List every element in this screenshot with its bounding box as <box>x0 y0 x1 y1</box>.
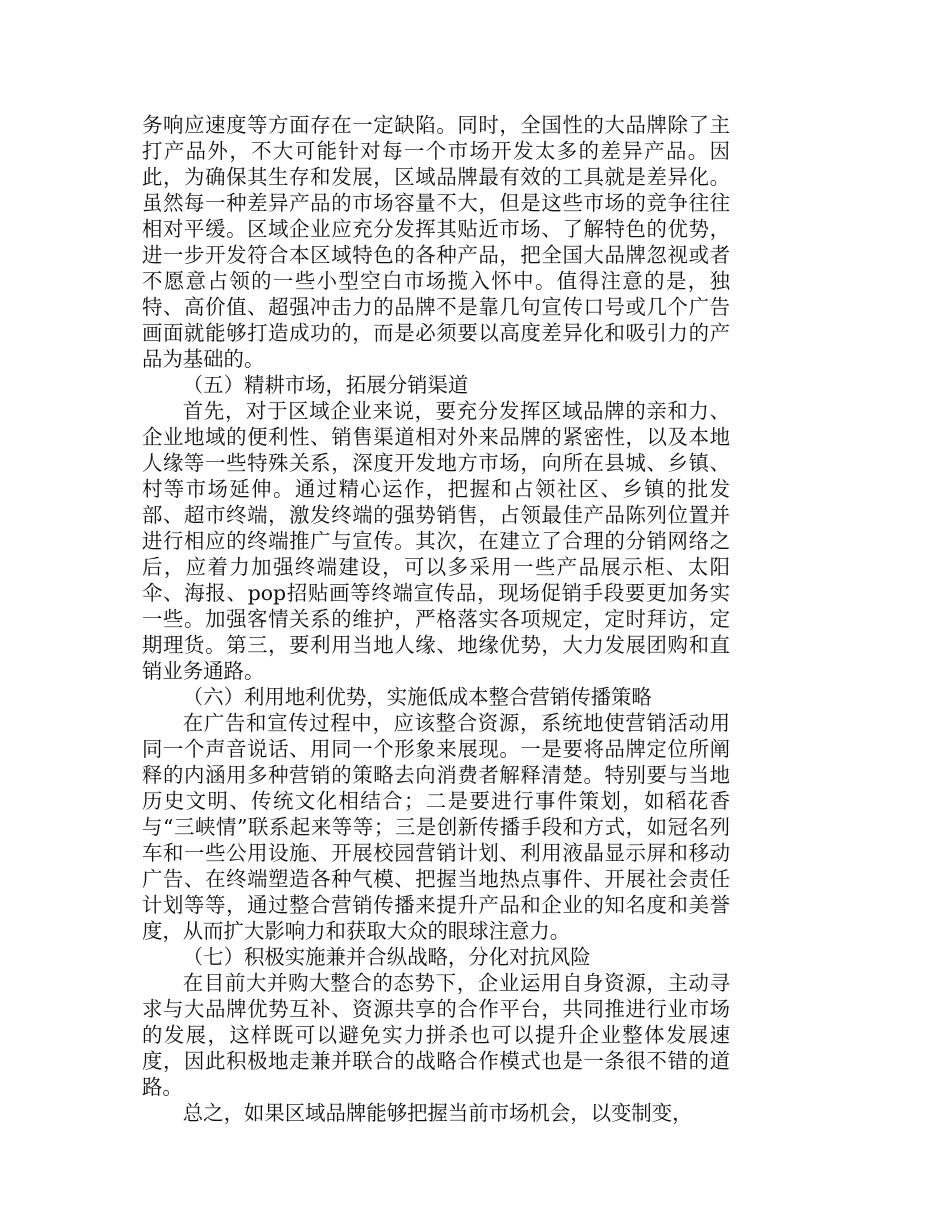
document-page <box>142 112 730 1126</box>
paragraph-continuation: 务响应速度等方面存在一定缺陷。同时，全国性的大品牌除了主打产品外，不大可能针对每一个市场开发太多的差异产品。因此，为确保其生存和发展，区域品牌最有效的工具就是差异化。虽然每一种差异产品的市场容量不大，但是这些市场的竞争往往相对平缓。区域企业应充分发挥其贴近市场、了解特色的优势，进一步开发符合本区域特色的各种产品，把全国大品牌忽视或者不愿意占领的一些小型空白市场揽入怀中。值得注意的是，独特、高价值、超强冲击力的品牌不是靠几句宣传口号或几个广告画面就能够打造成功的，而是必须要以高度差异化和吸引力的产品为基础的。 <box>142 113 730 371</box>
section-heading-6: （六）利用地利优势，实施低成本整合营销传播策略 <box>182 685 652 709</box>
paragraph-conclusion: 总之，如果区域品牌能够把握当前市场机会，以变制变， <box>182 1101 693 1125</box>
paragraph-section-6: 在广告和宣传过程中，应该整合资源，系统地使营销活动用同一个声音说话、用同一个形象来展现。一是要将品牌定位所阐释的内涵用多种营销的策略去向消费者解释清楚。特别要与当地历史文明、传统文化相结合；二是要进行事件策划，如稻花香与“三峡情”联系起来等等；三是创新传播手段和方式，如冠名列车和一些公用设施、开展校园营销计划、利用液晶显示屏和移动广告、在终端塑造各种气模、把握当地热点事件、开展社会责任计划等等，通过整合营销传播来提升产品和企业的知名度和美誉度，从而扩大影响力和获取大众的眼球注意力。 <box>142 711 730 943</box>
paragraph-section-7: 在目前大并购大整合的态势下，企业运用自身资源，主动寻求与大品牌优势互补、资源共享的合作平台，共同推进行业市场的发展，这样既可以避免实力拼杀也可以提升企业整体发展速度，因此积极地走兼并联合的战略合作模式也是一条很不错的道路。 <box>142 971 730 1099</box>
paragraph-section-5: 首先，对于区域企业来说，要充分发挥区域品牌的亲和力、企业地域的便利性、销售渠道相对外来品牌的紧密性，以及本地人缘等一些特殊关系，深度开发地方市场，向所在县城、乡镇、村等市场延伸。通过精心运作，把握和占领社区、乡镇的批发部、超市终端，激发终端的强势销售，占领最佳产品陈列位置并进行相应的终端推广与宣传。其次，在建立了合理的分销网络之后，应着力加强终端建设，可以多采用一些产品展示柜、太阳伞、海报、pop招贴画等终端宣传品，现场促销手段要更加务实一些。加强客情关系的维护，严格落实各项规定，定时拜访，定期理货。第三，要利用当地人缘、地缘优势，大力发展团购和直销业务通路。 <box>142 399 730 683</box>
section-heading-7: （七）积极实施兼并合纵战略，分化对抗风险 <box>182 945 591 969</box>
section-heading-5: （五）精耕市场，拓展分销渠道 <box>182 373 469 397</box>
